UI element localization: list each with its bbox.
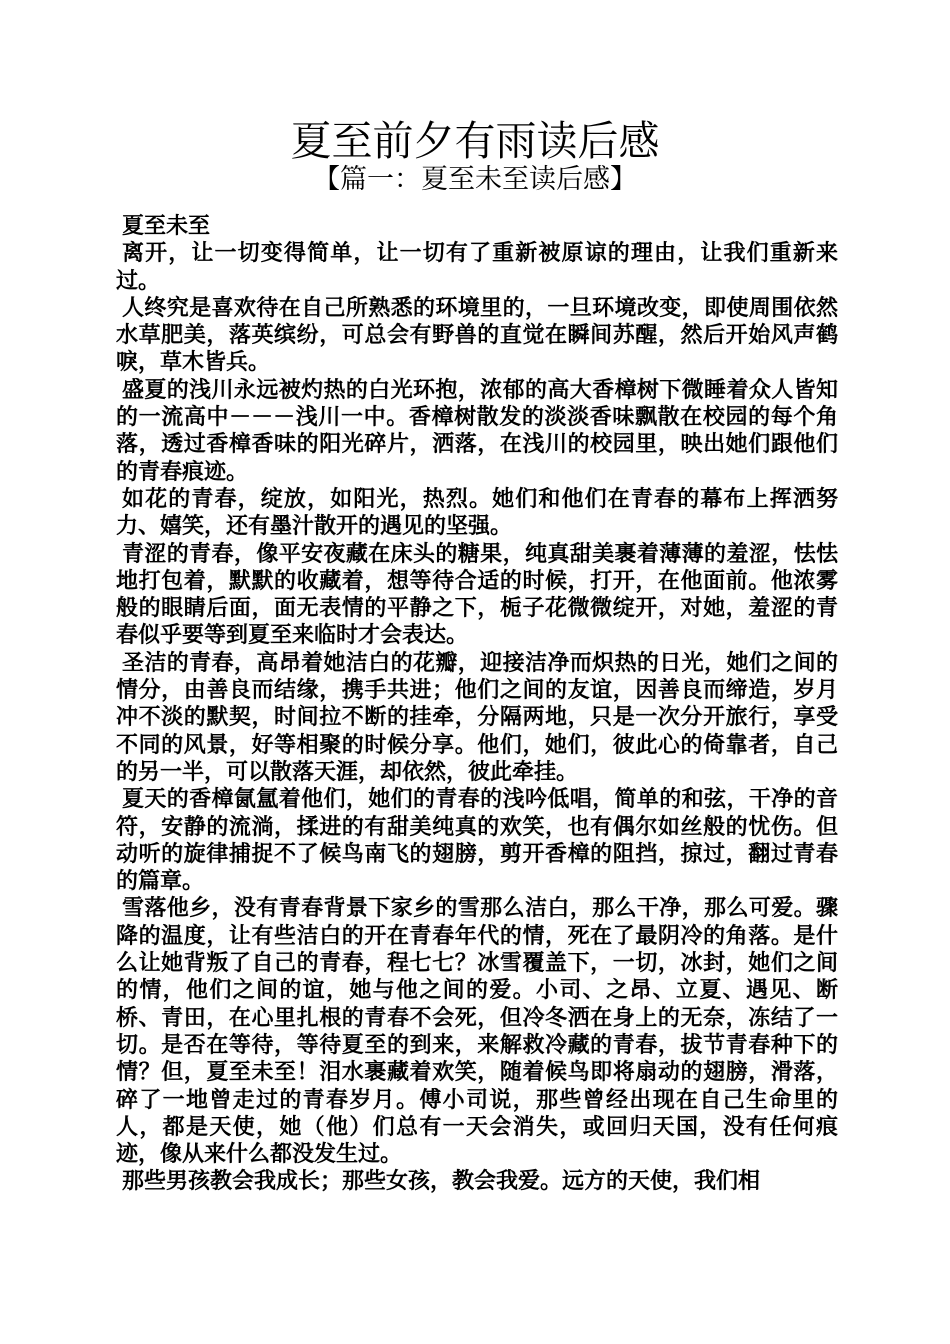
paragraph: 青涩的青春，像平安夜藏在床头的糖果，纯真甜美裹着薄薄的羞涩，怯怯地打包着，默默的收藏着，想等待合适的时候，打开，在他面前。他浓雾般的眼睛后面，面无表情的平静之下，栀子花微微绽开，对她，羞涩的青春似乎要等到夏至来临时才会表达。 xyxy=(116,541,838,649)
paragraph: 离开，让一切变得简单，让一切有了重新被原谅的理由，让我们重新来过。 xyxy=(116,241,838,294)
paragraph: 圣洁的青春，高昂着她洁白的花瓣，迎接洁净而炽热的日光，她们之间的情分，由善良而结缘，携手共进；他们之间的友谊，因善良而缔造，岁月冲不淡的默契，时间拉不断的挂牵，分隔两地，只是一次分开旅行，享受不同的风景，好等相聚的时候分享。他们，她们，彼此心的倚靠者，自己的另一半，可以散落天涯，却依然，彼此牵挂。 xyxy=(116,650,838,785)
paragraph: 雪落他乡，没有青春背景下家乡的雪那么洁白，那么干净，那么可爱。骤降的温度，让有些洁白的开在青春年代的情，死在了最阴冷的角落。是什么让她背叛了自己的青春，程七七？冰雪覆盖下，一切，冰封，她们之间的情，他们之间的谊，她与他之间的爱。小司、之昂、立夏、遇见、断桥、青田，在心里扎根的青春不会死，但冷冬洒在身上的无奈，冻结了一切。是否在等待，等待夏至的到来，来解救冷藏的青春，拔节青春种下的情？但，夏至未至！泪水裹藏着欢笑，随着候鸟即将扇动的翅膀，滑落，碎了一地曾走过的青春岁月。傅小司说，那些曾经出现在自己生命里的人，都是天使，她（他）们总有一天会消失，或回归天国，没有任何痕迹，像从来什么都没发生过。 xyxy=(116,896,838,1168)
paragraph: 人终究是喜欢待在自己所熟悉的环境里的，一旦环境改变，即使周围依然水草肥美，落英缤纷，可总会有野兽的直觉在瞬间苏醒，然后开始风声鹤唳，草木皆兵。 xyxy=(116,295,838,376)
paragraph: 如花的青春，绽放，如阳光，热烈。她们和他们在青春的幕布上挥洒努力、嬉笑，还有墨汁散开的遇见的坚强。 xyxy=(116,486,838,540)
section-heading: 夏至未至 xyxy=(122,214,211,239)
document-title: 夏至前夕有雨读后感 xyxy=(290,117,660,165)
paragraph: 那些男孩教会我成长；那些女孩，教会我爱。远方的天使，我们相 xyxy=(122,1169,761,1195)
document-subtitle: 【篇一：夏至未至读后感】 xyxy=(313,164,637,195)
paragraph: 盛夏的浅川永远被灼热的白光环抱，浓郁的高大香樟树下微睡着众人皆知的一流高中－－－浅川一中。香樟树散发的淡淡香味飘散在校园的每个角落，透过香樟香味的阳光碎片，洒落，在浅川的校园里，映出她们跟他们的青春痕迹。 xyxy=(116,377,838,485)
document-body xyxy=(116,213,838,1196)
paragraph: 夏天的香樟氤氲着他们，她们的青春的浅吟低唱，简单的和弦，干净的音符，安静的流淌，揉进的有甜美纯真的欢笑，也有偶尔如丝般的忧伤。但动听的旋律捕捉不了候鸟南飞的翅膀，剪开香樟的阻挡，掠过，翻过青春的篇章。 xyxy=(116,787,838,895)
